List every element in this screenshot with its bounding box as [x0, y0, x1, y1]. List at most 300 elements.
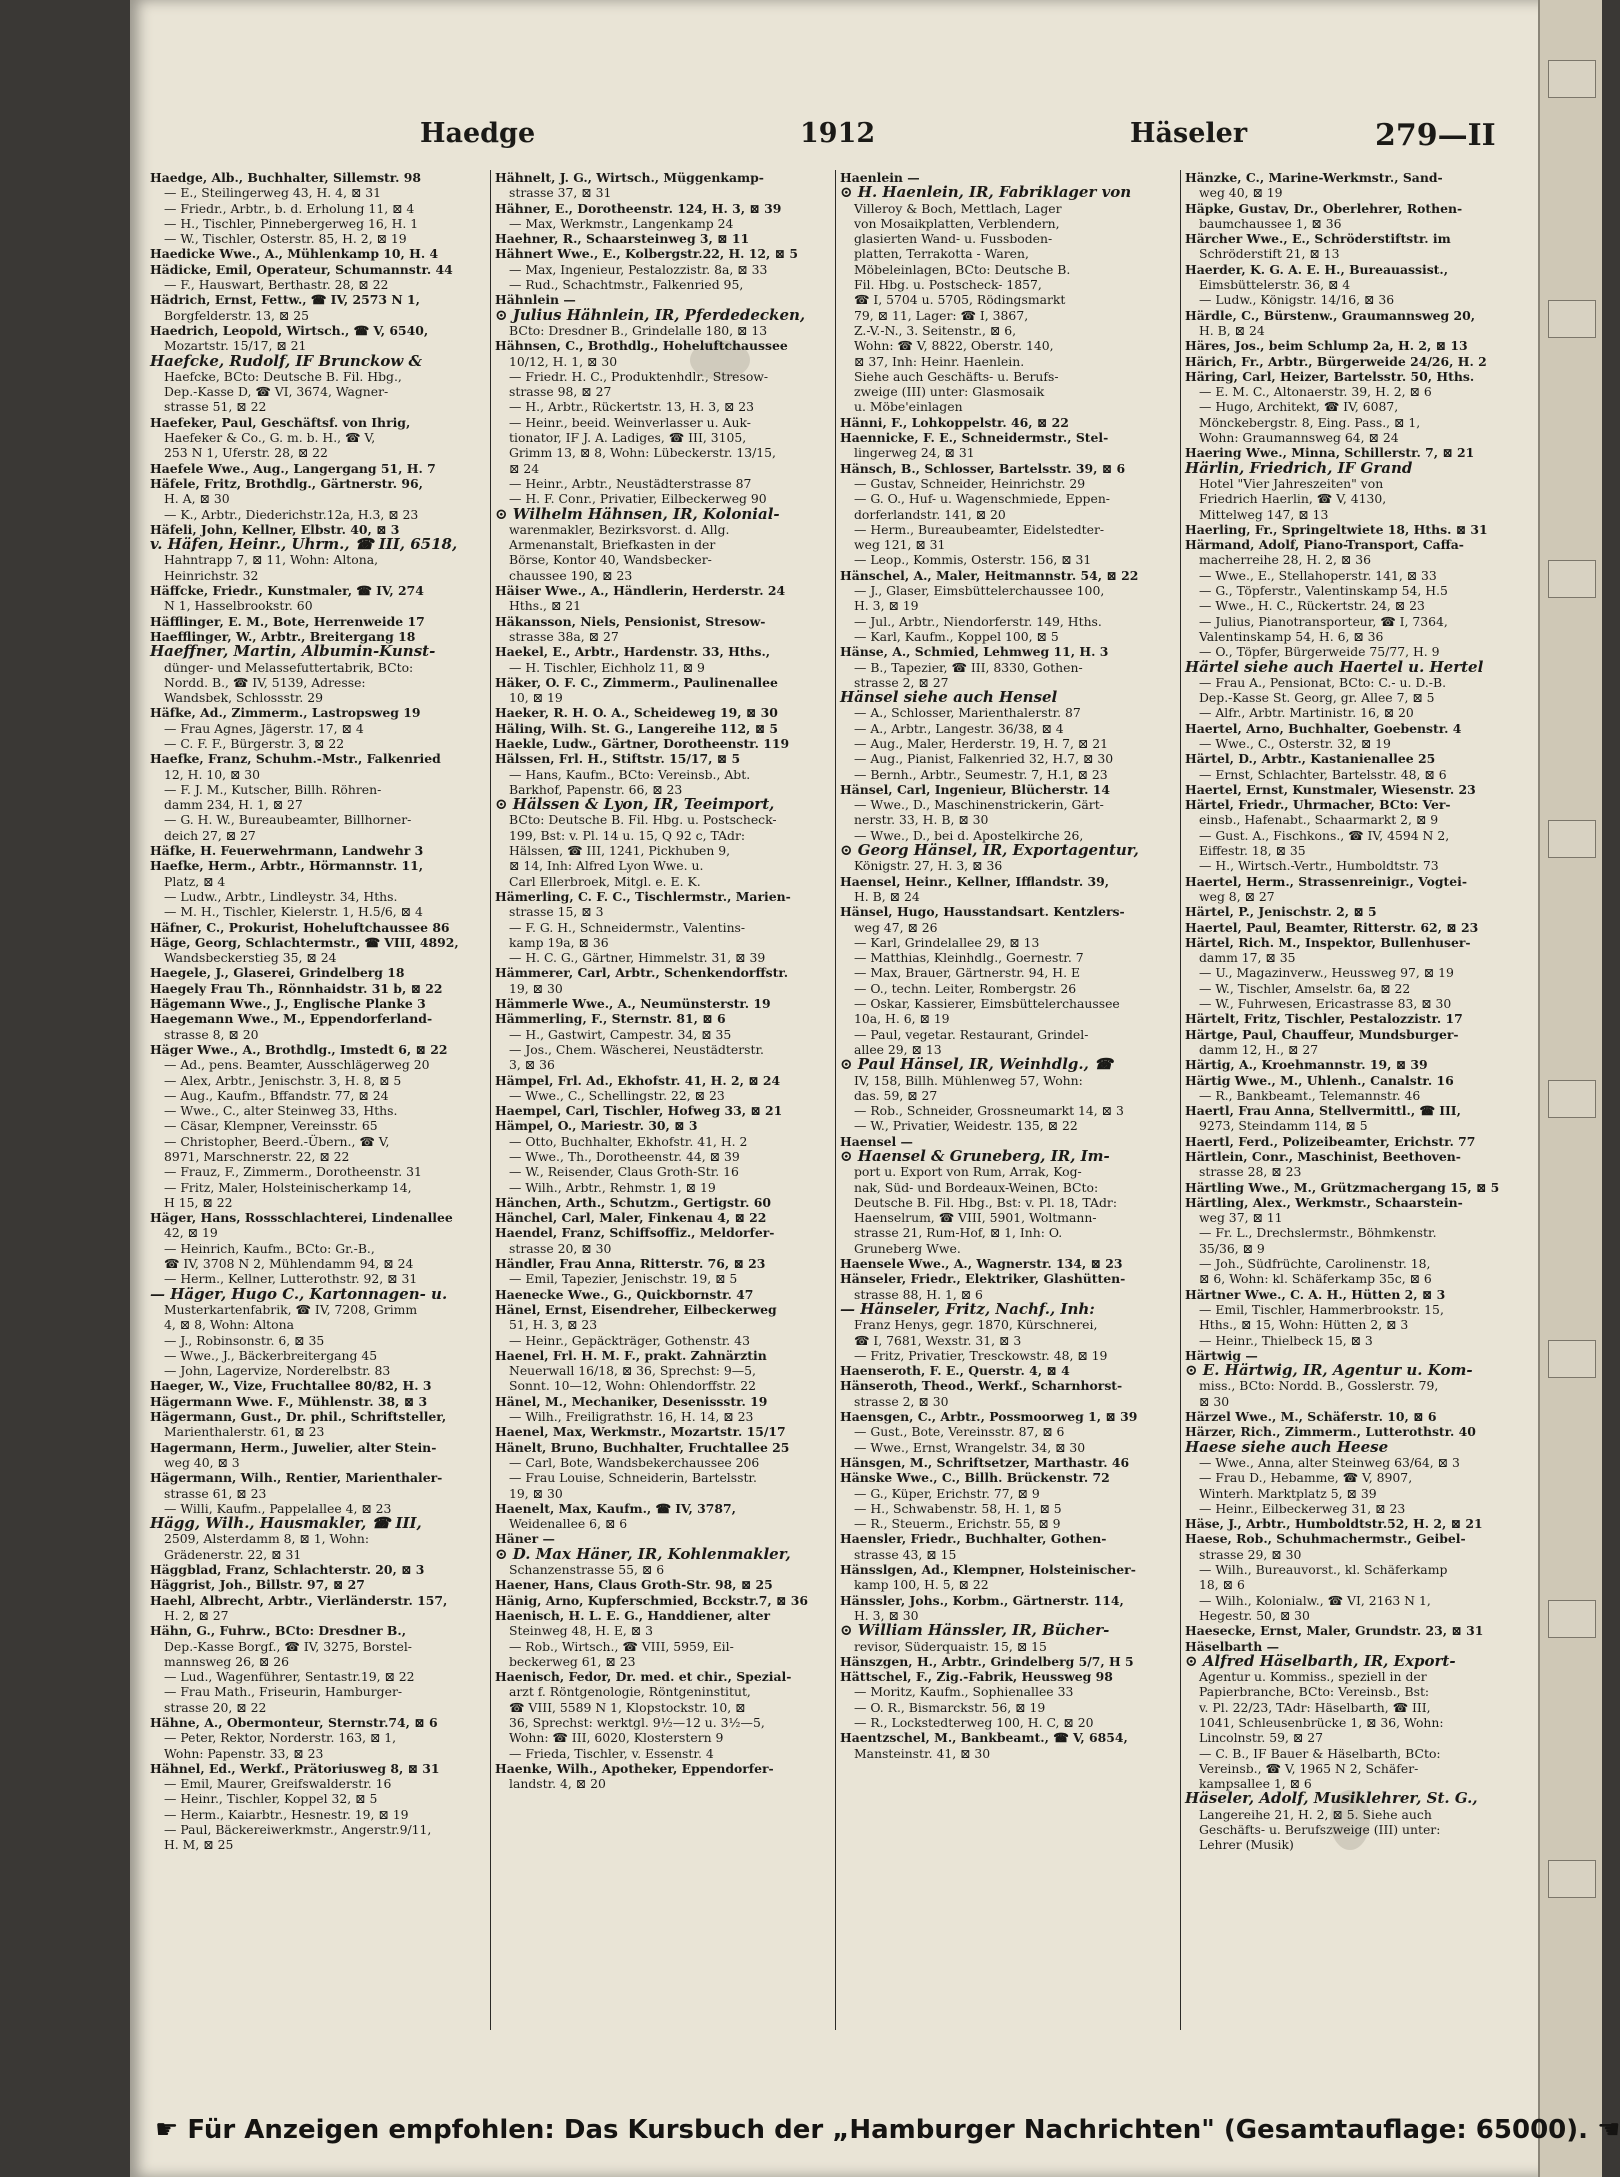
directory-entry-line: — Gust. A., Fischkons., ☎ IV, 4594 N 2,	[1199, 827, 1450, 843]
directory-entry-line: Nordd. B., ☎ IV, 5139, Adresse:	[164, 674, 366, 690]
index-tab[interactable]	[1548, 820, 1596, 858]
directory-entry-line: — Aug., Kaufm., Bffandstr. 77, ⊠ 24	[164, 1087, 389, 1103]
directory-entry-line: — Wwe., C., Schellingstr. 22, ⊠ 23	[509, 1087, 725, 1103]
directory-entry-line: tionator, IF J. A. Ladiges, ☎ III, 3105,	[509, 430, 747, 446]
directory-entry-line: Vereinsb., ☎ V, 1965 N 2, Schäfer-	[1199, 1760, 1419, 1776]
directory-entry-line: Hähn, G., Fuhrw., BCto: Dresdner B.,	[150, 1623, 407, 1639]
directory-entry-line: — Wilh., Arbtr., Rehmstr. 1, ⊠ 19	[509, 1179, 716, 1195]
directory-entry-line: Hagermann, Herm., Juwelier, alter Stein-	[150, 1439, 437, 1455]
directory-entry-line: Hänsel, Carl, Ingenieur, Blücherstr. 14	[840, 781, 1111, 797]
directory-entry-line: strasse 29, ⊠ 30	[1199, 1546, 1302, 1562]
directory-entry-line: Häggblad, Franz, Schlachterstr. 20, ⊠ 3	[150, 1562, 425, 1578]
directory-entry-line: Häse, J., Arbtr., Humboldtstr.52, H. 2, ⊠ 21	[1185, 1516, 1483, 1532]
directory-entry-line: H. 3, ⊠ 30	[854, 1607, 919, 1623]
directory-entry-line: — Gust., Bote, Vereinsstr. 87, ⊠ 6	[854, 1424, 1065, 1440]
directory-entry-line: ⊠ 24	[509, 460, 540, 476]
directory-entry-line: Hägermann, Gust., Dr. phil., Schriftsteller,	[150, 1409, 447, 1425]
header-year: 1912	[800, 118, 876, 149]
index-tab[interactable]	[1548, 60, 1596, 98]
directory-entry-line: Haedge, Alb., Buchhalter, Sillemstr. 98	[150, 170, 422, 185]
directory-entry-line: — Ad., pens. Beamter, Ausschlägerweg 20	[164, 1057, 430, 1073]
directory-entry-line: Haese siehe auch Heese	[1185, 1437, 1389, 1456]
directory-entry-line: — Moritz, Kaufm., Sophienallee 33	[854, 1684, 1074, 1700]
directory-entry-line: — Frau Louise, Schneiderin, Bartelsstr.	[509, 1470, 757, 1486]
directory-entry-line: strasse 8, ⊠ 20	[164, 1026, 259, 1042]
directory-entry-line: Hänse, A., Schmied, Lehmweg 11, H. 3	[840, 644, 1109, 660]
directory-entry-line: — Fritz, Maler, Holsteinischerkamp 14,	[164, 1179, 412, 1195]
directory-entry-line: — Paul, vegetar. Restaurant, Grindel-	[854, 1026, 1089, 1042]
directory-entry-line: Hämmerle Wwe., A., Neumünsterstr. 19	[495, 996, 771, 1012]
directory-entry-line: Hegestr. 50, ⊠ 30	[1199, 1607, 1310, 1623]
directory-entry-line: — Wwe., J., Bäckerbreitergang 45	[164, 1347, 378, 1363]
directory-entry-line: Haerder, K. G. A. E. H., Bureauassist.,	[1185, 261, 1449, 277]
directory-entry-line: — Matthias, Kleinhdlg., Goernestr. 7	[854, 950, 1084, 966]
directory-entry-line: Härzer, Rich., Zimmerm., Lutterothstr. 40	[1185, 1424, 1476, 1440]
directory-entry-line: Hähner, E., Dorotheenstr. 124, H. 3, ⊠ 39	[495, 200, 782, 216]
directory-entry-line: Hädrich, Ernst, Fettw., ☎ IV, 2573 N 1,	[150, 292, 420, 308]
directory-entry-line: — Bernh., Arbtr., Seumestr. 7, H.1, ⊠ 23	[854, 766, 1108, 782]
directory-entry-line: 12, H. 10, ⊠ 30	[164, 766, 261, 782]
directory-entry-line: Haenecke Wwe., G., Quickbornstr. 47	[495, 1286, 754, 1302]
directory-entry-line: — Paul, Bäckereiwerkmstr., Angerstr.9/11,	[164, 1822, 432, 1838]
directory-entry-line: Haenisch, Fedor, Dr. med. et chir., Spezial-	[495, 1669, 792, 1685]
directory-entry-line: Härtwig —	[1185, 1347, 1258, 1363]
directory-entry-line: ☎ I, 5704 u. 5705, Rödingsmarkt	[854, 292, 1066, 308]
directory-entry-line: Häger, Hans, Rossschlachterei, Lindenallee	[150, 1210, 453, 1226]
directory-entry-line: — Friedr., Arbtr., b. d. Erholung 11, ⊠ 4	[164, 200, 415, 216]
directory-entry-line: allee 29, ⊠ 13	[854, 1041, 942, 1057]
directory-entry-line: — Wilh., Freiligrathstr. 16, H. 14, ⊠ 23	[509, 1409, 754, 1425]
directory-entry-line: Wohn: ☎ V, 8822, Oberstr. 140,	[854, 338, 1054, 354]
column-divider	[490, 170, 491, 2030]
directory-entry-line: — Aug., Pianist, Falkenried 32, H.7, ⊠ 30	[854, 751, 1114, 767]
directory-entry-line: Haenlein —	[840, 170, 920, 185]
directory-entry-line: Haensel —	[840, 1133, 913, 1149]
directory-entry-line: Haensler, Friedr., Buchhalter, Gothen-	[840, 1531, 1107, 1547]
directory-entry-line: Dep.-Kasse Borgf., ☎ IV, 3275, Borstel-	[164, 1638, 412, 1654]
directory-entry-line: ⊙ Paul Hänsel, IR, Weinhdlg., ☎	[840, 1055, 1113, 1074]
directory-entry-line: — Max, Brauer, Gärtnerstr. 94, H. E	[854, 965, 1081, 981]
directory-entry-line: Händler, Frau Anna, Ritterstr. 76, ⊠ 23	[495, 1256, 766, 1272]
directory-entry-line: chaussee 190, ⊠ 23	[509, 567, 633, 583]
directory-entry-line: Haerling, Fr., Springeltwiete 18, Hths. ⊠ 31	[1185, 521, 1488, 537]
directory-entry-line: kampsallee 1, ⊠ 6	[1199, 1776, 1312, 1792]
directory-entry-line: Haentzschel, M., Bankbeamt., ☎ V, 6854,	[840, 1730, 1128, 1746]
directory-entry-line: 8971, Marschnerstr. 22, ⊠ 22	[164, 1149, 350, 1164]
directory-entry-line: ⊙ Julius Hähnlein, IR, Pferdedecken,	[495, 305, 806, 324]
directory-entry-line: Haefeker, Paul, Geschäftsf. von Ihrig,	[150, 414, 411, 430]
directory-entry-line: strasse 51, ⊠ 22	[164, 399, 267, 415]
directory-entry-line: Hähnsen, C., Brothdlg., Hoheluftchaussee	[495, 338, 788, 354]
directory-entry-line: — Emil, Maurer, Greifswalderstr. 16	[164, 1776, 392, 1792]
directory-entry-line: — Friedr. H. C., Produktenhdlr., Stresow-	[509, 368, 769, 384]
directory-entry-line: Haenel, Max, Werkmstr., Mozartstr. 15/17	[495, 1424, 786, 1440]
directory-entry-line: ⊠ 30	[1199, 1393, 1230, 1409]
directory-entry-line: BCto: Deutsche B. Fil. Hbg. u. Postscheck-	[509, 812, 777, 828]
directory-entry-line: Härtel siehe auch Haertel u. Hertel	[1185, 657, 1484, 676]
directory-entry-line: — Otto, Buchhalter, Ekhofstr. 41, H. 2	[509, 1133, 748, 1149]
directory-entry-line: glasierten Wand- u. Fussboden-	[854, 231, 1053, 247]
directory-entry-line: Dep.-Kasse D, ☎ VI, 3674, Wagner-	[164, 384, 389, 400]
directory-entry-line: Härdle, C., Bürstenw., Graumannsweg 20,	[1185, 307, 1476, 323]
directory-entry-line: Haenelt, Max, Kaufm., ☎ IV, 3787,	[495, 1500, 736, 1516]
directory-entry-line: Weidenallee 6, ⊠ 6	[509, 1516, 628, 1532]
directory-entry-line: Hägermann, Wilh., Rentier, Marienthaler-	[150, 1470, 443, 1486]
directory-entry-line: strasse 21, Rum-Hof, ⊠ 1, Inh: O.	[854, 1225, 1063, 1241]
directory-entry-line: H 15, ⊠ 22	[164, 1194, 233, 1210]
directory-entry-line: — Fritz, Privatier, Tresckowstr. 48, ⊠ 19	[854, 1347, 1108, 1363]
directory-entry-line: 3, ⊠ 36	[509, 1057, 555, 1073]
directory-entry-line: 42, ⊠ 19	[164, 1225, 218, 1241]
directory-entry-line: ⊙ Wilhelm Hähnsen, IR, Kolonial-	[495, 504, 780, 523]
directory-entry-line: — Hugo, Architekt, ☎ IV, 6087,	[1199, 399, 1399, 415]
directory-entry-line: v. Pl. 22/23, TAdr: Häselbarth, ☎ III,	[1199, 1699, 1431, 1715]
directory-entry-line: — Wwe., Anna, alter Steinweg 63/64, ⊠ 3	[1199, 1454, 1460, 1470]
directory-entry-line: ☎ I, 7681, Wexstr. 31, ⊠ 3	[854, 1332, 1022, 1348]
directory-entry-line: Hänni, F., Lohkoppelstr. 46, ⊠ 22	[840, 414, 1069, 430]
directory-entry-line: ⊙ D. Max Häner, IR, Kohlenmakler,	[495, 1544, 791, 1563]
directory-entry-line: weg 40, ⊠ 3	[164, 1454, 240, 1470]
directory-entry-line: Langereihe 21, H. 2, ⊠ 5. Siehe auch	[1199, 1806, 1432, 1822]
directory-entry-line: ⊠ 14, Inh: Alfred Lyon Wwe. u.	[509, 858, 704, 874]
pointing-hand-left-icon: ☛	[155, 2115, 179, 2145]
directory-entry-line: 1041, Schleusenbrücke 1, ⊠ 36, Wohn:	[1199, 1714, 1444, 1730]
directory-entry-line: lingerweg 24, ⊠ 31	[854, 445, 975, 461]
directory-entry-line: Hänsel siehe auch Hensel	[840, 688, 1058, 707]
directory-entry-line: ⊙ Hälssen & Lyon, IR, Teeimport,	[495, 795, 775, 814]
directory-entry-line: Hotel "Vier Jahreszeiten" von	[1199, 475, 1384, 491]
directory-entry-line: — W., Fuhrwesen, Ericastrasse 83, ⊠ 30	[1199, 996, 1452, 1012]
directory-entry-line: Haeker, R. H. O. A., Scheideweg 19, ⊠ 30	[495, 705, 778, 721]
directory-entry-line: — Frau Agnes, Jägerstr. 17, ⊠ 4	[164, 720, 364, 736]
directory-entry-line: — R., Bankbeamt., Telemannstr. 46	[1199, 1087, 1421, 1103]
directory-entry-line: ☎ VIII, 5589 N 1, Klopstockstr. 10, ⊠	[509, 1699, 746, 1715]
directory-entry-line: — G., Töpferstr., Valentinskamp 54, H.5	[1199, 583, 1448, 599]
directory-entry-line: — Rud., Schachtmstr., Falkenried 95,	[509, 277, 744, 293]
directory-entry-line: — Heinr., Gepäckträger, Gothenstr. 43	[509, 1332, 750, 1348]
directory-entry-line: — W., Tischler, Osterstr. 85, H. 2, ⊠ 19	[164, 231, 407, 247]
directory-entry-line: strasse 37, ⊠ 31	[509, 185, 612, 201]
directory-entry-line: Barkhof, Papenstr. 66, ⊠ 23	[509, 781, 683, 797]
directory-entry-line: Haertel, Herm., Strassenreinigr., Vogtei-	[1185, 873, 1468, 889]
directory-entry-line: arzt f. Röntgenologie, Röntgeninstitut,	[509, 1684, 751, 1700]
directory-entry-line: — Lud., Wagenführer, Sentastr.19, ⊠ 22	[164, 1669, 415, 1685]
column-4	[1185, 170, 1520, 2040]
directory-entry-line: — Karl, Grindelallee 29, ⊠ 13	[854, 934, 1040, 950]
directory-entry-line: — Max, Ingenieur, Pestalozzistr. 8a, ⊠ 33	[509, 261, 768, 277]
directory-entry-line: ☎ IV, 3708 N 2, Mühlendamm 94, ⊠ 24	[164, 1256, 414, 1272]
directory-entry-line: — B., Tapezier, ☎ III, 8330, Gothen-	[854, 659, 1083, 675]
directory-entry-line: revisor, Süderquaistr. 15, ⊠ 15	[854, 1638, 1047, 1654]
directory-entry-line: 10/12, H. 1, ⊠ 30	[509, 353, 618, 369]
directory-entry-line: — Carl, Bote, Wandsbekerchaussee 206	[509, 1454, 760, 1470]
directory-entry-line: 9273, Steindamm 114, ⊠ 5	[1199, 1118, 1368, 1134]
directory-entry-line: Hähnel, Ed., Werkf., Prätoriusweg 8, ⊠ 31	[150, 1760, 440, 1776]
directory-entry-line: H. B, ⊠ 24	[854, 888, 920, 904]
directory-entry-line: weg 8, ⊠ 27	[1199, 888, 1275, 904]
directory-entry-line: — H., Schwabenstr. 58, H. 1, ⊠ 5	[854, 1500, 1062, 1516]
directory-entry-line: — F., Hauswart, Berthastr. 28, ⊠ 22	[164, 277, 389, 293]
directory-entry-line: Wandsbek, Schlossstr. 29	[164, 690, 324, 706]
directory-entry-line: — A., Arbtr., Langestr. 36/38, ⊠ 4	[854, 720, 1064, 736]
directory-entry-line: — O. R., Bismarckstr. 56, ⊠ 19	[854, 1699, 1046, 1715]
directory-entry-line: IV, 158, Billh. Mühlenweg 57, Wohn:	[854, 1072, 1083, 1088]
directory-entry-line: — Aug., Maler, Herderstr. 19, H. 7, ⊠ 21	[854, 735, 1109, 751]
directory-entry-line: — Wwe., Ernst, Wrangelstr. 34, ⊠ 30	[854, 1439, 1086, 1455]
directory-entry-line: — C. F. F., Bürgerstr. 3, ⊠ 22	[164, 735, 345, 751]
directory-entry-line: Möbeleinlagen, BCto: Deutsche B.	[854, 261, 1071, 277]
directory-entry-line: — Wwe., C., alter Steinweg 33, Hths.	[164, 1103, 398, 1119]
directory-entry-line: Steinweg 48, H. E, ⊠ 3	[509, 1623, 654, 1639]
directory-entry-line: Deutsche B. Fil. Hbg., Bst: v. Pl. 18, TAdr:	[854, 1194, 1117, 1210]
directory-entry-line: macherreihe 28, H. 2, ⊠ 36	[1199, 552, 1371, 568]
directory-entry-line: weg 40, ⊠ 19	[1199, 185, 1283, 201]
directory-entry-line: H. M, ⊠ 25	[164, 1837, 234, 1853]
directory-entry-line: Sonnt. 10—12, Wohn: Ohlendorffstr. 22	[509, 1378, 757, 1394]
directory-entry-line: kamp 19a, ⊠ 36	[509, 934, 609, 950]
directory-entry-line: Hähnlein —	[495, 292, 576, 308]
directory-entry-line: Marienthalerstr. 61, ⊠ 23	[164, 1424, 325, 1440]
directory-entry-line: baumchaussee 1, ⊠ 36	[1199, 215, 1342, 231]
directory-entry-line: Hänzke, C., Marine-Werkmstr., Sand-	[1185, 170, 1443, 185]
directory-entry-line: von Mosaikplatten, Verblendern,	[854, 215, 1060, 231]
directory-entry-line: Mansteinstr. 41, ⊠ 30	[854, 1745, 991, 1761]
directory-entry-line: Schanzenstrasse 55, ⊠ 6	[509, 1562, 665, 1578]
page-header	[150, 118, 1520, 158]
directory-entry-line: — Hans, Kaufm., BCto: Vereinsb., Abt.	[509, 766, 751, 782]
column-2	[495, 170, 830, 2040]
directory-entry-line: — R., Steuerm., Erichstr. 55, ⊠ 9	[854, 1516, 1061, 1532]
directory-entry-line: strasse 20, ⊠ 30	[509, 1240, 612, 1256]
directory-entry-line: strasse 38a, ⊠ 27	[509, 628, 619, 644]
directory-entry-line: — K., Arbtr., Diederichstr.12a, H.3, ⊠ 23	[164, 506, 419, 522]
directory-entry-line: — Gustav, Schneider, Heinrichstr. 29	[854, 475, 1086, 491]
directory-entry-line: — Wwe., C., Osterstr. 32, ⊠ 19	[1199, 735, 1391, 751]
directory-entry-line: — H., Gastwirt, Campestr. 34, ⊠ 35	[509, 1026, 732, 1042]
directory-entry-line: Härtelt, Fritz, Tischler, Pestalozzistr. 17	[1185, 1011, 1463, 1027]
directory-entry-line: Haensgen, C., Arbtr., Possmoorweg 1, ⊠ 39	[840, 1409, 1138, 1425]
directory-entry-line: Heinrichstr. 32	[164, 567, 259, 583]
directory-entry-line: — Heinrich, Kaufm., BCto: Gr.-B.,	[164, 1240, 375, 1256]
directory-entry-line: Haertl, Frau Anna, Stellvermittl., ☎ III,	[1185, 1103, 1461, 1119]
directory-entry-line: 18, ⊠ 6	[1199, 1577, 1245, 1593]
directory-entry-line: dorferlandstr. 141, ⊠ 20	[854, 506, 1006, 522]
directory-entry-line: Mittelweg 147, ⊠ 13	[1199, 506, 1329, 522]
directory-entry-line: — Frau D., Hebamme, ☎ V, 8907,	[1199, 1470, 1413, 1486]
directory-entry-line: Haefcke, BCto: Deutsche B. Fil. Hbg.,	[164, 368, 402, 384]
directory-entry-line: Hänseler, Friedr., Elektriker, Glashütten-	[840, 1271, 1126, 1287]
directory-entry-line: Mozartstr. 15/17, ⊠ 21	[164, 338, 307, 354]
directory-entry-line: — C. B., IF Bauer & Häselbarth, BCto:	[1199, 1745, 1441, 1761]
directory-entry-line: Hähnelt, J. G., Wirtsch., Müggenkamp-	[495, 170, 764, 185]
directory-entry-line: Härcher Wwe., E., Schröderstiftstr. im	[1185, 231, 1451, 247]
directory-entry-line: Hämpel, Frl. Ad., Ekhofstr. 41, H. 2, ⊠ 24	[495, 1072, 781, 1088]
directory-entry-line: Härtel, D., Arbtr., Kastanienallee 25	[1185, 751, 1436, 767]
directory-entry-line: — Alex, Arbtr., Jenischstr. 3, H. 8, ⊠ 5	[164, 1072, 402, 1088]
directory-entry-line: 19, ⊠ 30	[509, 1485, 563, 1501]
directory-entry-line: Härtel, Friedr., Uhrmacher, BCto: Ver-	[1185, 797, 1451, 813]
directory-entry-line: Haenisch, H. L. E. G., Handdiener, alter	[495, 1607, 770, 1623]
directory-entry-line: Z.-V.-N., 3. Seitenstr., ⊠ 6,	[854, 322, 1017, 338]
directory-entry-line: Härtig Wwe., M., Uhlenh., Canalstr. 16	[1185, 1072, 1454, 1088]
directory-entry-line: Haefke, Herm., Arbtr., Hörmannstr. 11,	[150, 858, 424, 874]
directory-entry-line: Musterkartenfabrik, ☎ IV, 7208, Grimm	[164, 1301, 418, 1317]
directory-entry-line: strasse 28, ⊠ 23	[1199, 1164, 1302, 1180]
directory-entry-line: Häner —	[495, 1531, 555, 1547]
directory-entry-line: — J., Robinsonstr. 6, ⊠ 35	[164, 1332, 325, 1348]
directory-entry-line: Hths., ⊠ 15, Wohn: Hütten 2, ⊠ 3	[1199, 1317, 1409, 1333]
directory-entry-line: Hänel, Ernst, Eisendreher, Eilbeckerweg	[495, 1301, 777, 1317]
directory-entry-line: Hälssen, Frl. H., Stiftstr. 15/17, ⊠ 5	[495, 751, 741, 767]
directory-entry-line: — W., Privatier, Weidestr. 135, ⊠ 22	[854, 1118, 1078, 1134]
directory-entry-line: — H., Wirtsch.-Vertr., Humboldtstr. 73	[1199, 858, 1439, 874]
directory-entry-line: Häge, Georg, Schlachtermstr., ☎ VIII, 4892,	[150, 934, 459, 950]
directory-entry-line: Haefflinger, W., Arbtr., Breitergang 18	[150, 628, 416, 644]
directory-entry-line: Haener, Hans, Claus Groth-Str. 98, ⊠ 25	[495, 1577, 773, 1593]
directory-entry-line: — W., Reisender, Claus Groth-Str. 16	[509, 1164, 739, 1180]
directory-entry-line: Härtel, Rich. M., Inspektor, Bullenhuser-	[1185, 934, 1471, 950]
directory-entry-line: strasse 61, ⊠ 23	[164, 1485, 267, 1501]
index-tab[interactable]	[1548, 1340, 1596, 1378]
directory-entry-line: das. 59, ⊠ 27	[854, 1087, 938, 1103]
directory-entry-line: — Peter, Rektor, Norderstr. 163, ⊠ 1,	[164, 1730, 397, 1746]
directory-entry-line: Haensele Wwe., A., Wagnerstr. 134, ⊠ 23	[840, 1256, 1123, 1272]
directory-entry-line: — Jul., Arbtr., Niendorferstr. 149, Hths.	[854, 613, 1102, 629]
directory-entry-line: Hägg, Wilh., Hausmakler, ☎ III,	[150, 1514, 422, 1533]
directory-entry-line: Hänsslgen, Ad., Klempner, Holsteinischer-	[840, 1562, 1136, 1578]
directory-entry-line: Wohn: ☎ III, 6020, Klosterstern 9	[509, 1730, 724, 1746]
directory-entry-line: — Max, Werkmstr., Langenkamp 24	[509, 215, 734, 231]
directory-entry-line: Härtling, Alex., Werkmstr., Schaarstein-	[1185, 1194, 1463, 1210]
index-tab[interactable]	[1548, 560, 1596, 598]
directory-entry-line: Haefke, Franz, Schuhm.-Mstr., Falkenried	[150, 751, 441, 767]
directory-entry-line: N 1, Hasselbrookstr. 60	[164, 598, 313, 614]
directory-entry-line: — Cäsar, Klempner, Vereinsstr. 65	[164, 1118, 378, 1134]
directory-entry-line: Wandsbeckerstieg 35, ⊠ 24	[164, 950, 337, 966]
directory-entry-line: Borgfelderstr. 13, ⊠ 25	[164, 307, 309, 323]
directory-entry-line: Börse, Kontor 40, Wandsbecker-	[509, 552, 712, 568]
pointing-hand-right-icon: ☚	[1597, 2115, 1620, 2145]
directory-entry-line: Haenselrum, ☎ VIII, 5901, Woltmann-	[854, 1210, 1097, 1226]
directory-entry-line: H. A, ⊠ 30	[164, 491, 230, 507]
directory-entry-line: Papierbranche, BCto: Vereinsb., Bst:	[1199, 1684, 1430, 1700]
index-tab[interactable]	[1548, 300, 1596, 338]
directory-entry-line: — Emil, Tapezier, Jenischstr. 19, ⊠ 5	[509, 1271, 738, 1287]
directory-entry-line: — G. H. W., Bureaubeamter, Billhorner-	[164, 812, 412, 828]
directory-entry-line: — G. O., Huf- u. Wagenschmiede, Eppen-	[854, 491, 1110, 507]
directory-entry-line: Haeger, W., Vize, Fruchtallee 80/82, H. 3	[150, 1378, 432, 1394]
index-tab-strip	[1538, 0, 1602, 2177]
directory-entry-line: — Frieda, Tischler, v. Essenstr. 4	[509, 1745, 714, 1761]
directory-entry-line: Grimm 13, ⊠ 8, Wohn: Lübeckerstr. 13/15,	[509, 445, 776, 461]
directory-entry-line: Haempel, Carl, Tischler, Hofweg 33, ⊠ 21	[495, 1103, 783, 1119]
directory-entry-line: zweige (III) unter: Glasmosaik	[854, 384, 1045, 400]
directory-entry-line: — G., Küper, Erichstr. 77, ⊠ 9	[854, 1485, 1040, 1501]
directory-entry-line: Siehe auch Geschäfts- u. Berufs-	[854, 368, 1059, 384]
directory-entry-line: — Wwe., D., bei d. Apostelkirche 26,	[854, 827, 1084, 843]
directory-entry-line: — Fr. L., Drechslermstr., Böhmkenstr.	[1199, 1225, 1437, 1241]
directory-entry-line: H. 3, ⊠ 19	[854, 598, 919, 614]
directory-entry-line: — H. Tischler, Eichholz 11, ⊠ 9	[509, 659, 705, 675]
directory-entry-line: warenmakler, Bezirksvorst. d. Allg.	[509, 521, 730, 537]
directory-entry-line: Häffcke, Friedr., Kunstmaler, ☎ IV, 274	[150, 583, 424, 599]
directory-entry-line: deich 27, ⊠ 27	[164, 827, 256, 843]
directory-entry-line: Hähnert Wwe., E., Kolbergstr.22, H. 12, ⊠ 5	[495, 246, 798, 262]
header-page-number: 279—II	[1375, 118, 1496, 153]
column-divider	[835, 170, 836, 2030]
index-tab[interactable]	[1548, 1860, 1596, 1898]
directory-entry-line: u. Möbe'einlagen	[854, 399, 963, 415]
directory-entry-line: Hänschel, A., Maler, Heitmannstr. 54, ⊠ 22	[840, 567, 1139, 583]
directory-entry-line: — Oskar, Kassierer, Eimsbüttelerchaussee	[854, 996, 1120, 1012]
directory-entry-line: — Hänseler, Fritz, Nachf., Inh:	[840, 1299, 1095, 1318]
directory-entry-line: — Wwe., Th., Dorotheenstr. 44, ⊠ 39	[509, 1149, 740, 1164]
directory-entry-line: Hähne, A., Obermonteur, Sternstr.74, ⊠ 6	[150, 1714, 438, 1730]
directory-entry-line: Härzel Wwe., M., Schäferstr. 10, ⊠ 6	[1185, 1409, 1437, 1425]
directory-entry-line: Hänske Wwe., C., Billh. Brückenstr. 72	[840, 1470, 1110, 1486]
directory-entry-line: damm 12, H., ⊠ 27	[1199, 1041, 1319, 1057]
directory-entry-line: Häres, Jos., beim Schlump 2a, H. 2, ⊠ 13	[1185, 338, 1468, 354]
directory-entry-line: dünger- und Melassefuttertabrik, BCto:	[164, 659, 414, 675]
directory-entry-line: Härtner Wwe., C. A. H., Hütten 2, ⊠ 3	[1185, 1286, 1446, 1302]
directory-entry-line: Hälssen, ☎ III, 1241, Pickhuben 9,	[509, 843, 731, 859]
column-3	[840, 170, 1175, 2040]
directory-entry-line: Lehrer (Musik)	[1199, 1837, 1294, 1853]
directory-entry-line: — Wwe., H. C., Rückertstr. 24, ⊠ 23	[1199, 598, 1425, 614]
directory-entry-line: 2509, Alsterdamm 8, ⊠ 1, Wohn:	[164, 1531, 370, 1547]
directory-entry-line: strasse 98, ⊠ 27	[509, 384, 612, 400]
directory-entry-line: Härlin, Friedrich, IF Grand	[1185, 458, 1413, 477]
directory-entry-line: Wohn: Graumannsweg 64, ⊠ 24	[1199, 430, 1399, 446]
directory-entry-line: Platz, ⊠ 4	[164, 873, 226, 889]
directory-entry-line: Häiser Wwe., A., Händlerin, Herderstr. 24	[495, 583, 786, 599]
directory-entry-line: port u. Export von Rum, Arrak, Kog-	[854, 1164, 1082, 1180]
directory-entry-line: — John, Lagervize, Norderelbstr. 83	[164, 1363, 391, 1379]
directory-entry-line: — O., techn. Leiter, Rombergstr. 26	[854, 980, 1077, 996]
directory-entry-line: Valentinskamp 54, H. 6, ⊠ 36	[1199, 628, 1384, 644]
directory-entry-line: Haegele, J., Glaserei, Grindelberg 18	[150, 965, 405, 981]
directory-entry-line: Haegely Frau Th., Rönnhaidstr. 31 b, ⊠ 22	[150, 980, 443, 996]
directory-entry-line: Lincolnstr. 59, ⊠ 27	[1199, 1730, 1324, 1746]
directory-entry-line: Hänchel, Carl, Maler, Finkenau 4, ⊠ 22	[495, 1210, 767, 1226]
directory-entry-line: nerstr. 33, H. B, ⊠ 30	[854, 812, 989, 828]
directory-entry-line: 199, Bst: v. Pl. 14 u. 15, Q 92 c, TAdr:	[509, 827, 746, 843]
directory-entry-line: Häfflinger, E. M., Bote, Herrenweide 17	[150, 613, 425, 629]
index-tab[interactable]	[1548, 1600, 1596, 1638]
directory-entry-line: Haehner, R., Schaarsteinweg 3, ⊠ 11	[495, 231, 750, 247]
directory-entry-line: — Heinr., Eilbeckerweg 31, ⊠ 23	[1199, 1500, 1406, 1516]
directory-entry-line: — H. C. G., Gärtner, Himmelstr. 31, ⊠ 39	[509, 950, 766, 966]
directory-entry-line: Hämerling, C. F. C., Tischlermstr., Marien-	[495, 888, 791, 904]
directory-entry-line: — Wilh., Bureauvorst., kl. Schäferkamp	[1199, 1562, 1448, 1578]
directory-entry-line: — E. M. C., Altonaerstr. 39, H. 2, ⊠ 6	[1199, 384, 1432, 400]
directory-entry-line: 10a, H. 6, ⊠ 19	[854, 1011, 950, 1027]
directory-entry-line: Haendel, Franz, Schiffsoffiz., Meldorfer-	[495, 1225, 775, 1241]
directory-entry-line: — J., Glaser, Eimsbüttelerchaussee 100,	[854, 583, 1105, 599]
directory-entry-line: Haennicke, F. E., Schneidermstr., Stel-	[840, 430, 1109, 446]
directory-entry-line: Haertel, Ernst, Kunstmaler, Wiesenstr. 23	[1185, 781, 1476, 797]
directory-entry-line: Haehl, Albrecht, Arbtr., Vierländerstr. 157,	[150, 1592, 448, 1608]
directory-entry-line: Hämpel, O., Mariestr. 30, ⊠ 3	[495, 1118, 698, 1134]
directory-entry-line: ⊠ 6, Wohn: kl. Schäferkamp 35c, ⊠ 6	[1199, 1271, 1432, 1287]
column-divider	[1180, 170, 1181, 2030]
directory-entry-line: Haeffner, Martin, Albumin-Kunst-	[150, 642, 436, 661]
directory-entry-line: ⊙ Alfred Häselbarth, IR, Export-	[1185, 1651, 1456, 1670]
index-tab[interactable]	[1548, 1080, 1596, 1118]
directory-entry-line: — Frauz, F., Zimmerm., Dorotheenstr. 31	[164, 1164, 422, 1180]
directory-entry-line: Häfke, H. Feuerwehrmann, Landwehr 3	[150, 843, 424, 859]
directory-entry-line: Hänssler, Johs., Korbm., Gärtnerstr. 114,	[840, 1592, 1124, 1608]
